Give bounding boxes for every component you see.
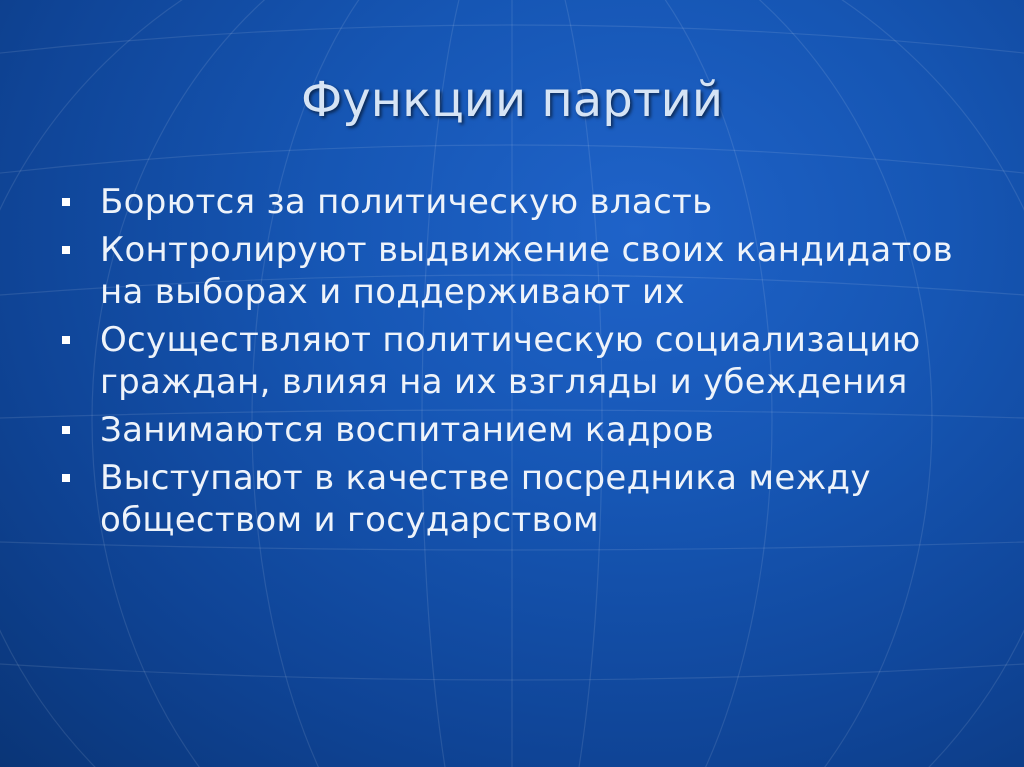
bullet-item — [60, 181, 980, 223]
white-square-bullet-icon — [62, 336, 70, 344]
bullet-text: Занимаются воспитанием кадров — [100, 410, 715, 450]
white-square-bullet-icon — [62, 246, 70, 254]
bullet-item — [60, 319, 980, 403]
bullet-list — [60, 181, 980, 547]
bullet-item — [60, 409, 980, 451]
bullet-item — [60, 229, 980, 313]
bullet-text: Выступают в качестве посредника между обществом и государством — [100, 458, 871, 540]
bullet-text: Контролируют выдвижение своих кандидатов на выборах и поддерживают их — [100, 230, 954, 312]
white-square-bullet-icon — [62, 474, 70, 482]
bullet-item — [60, 457, 980, 541]
white-square-bullet-icon — [62, 426, 70, 434]
bullet-text: Осуществляют политическую социализацию граждан, влияя на их взгляды и убеждения — [100, 320, 921, 402]
bullet-text: Борются за политическую власть — [100, 182, 713, 222]
slide-title: Функции партий — [300, 72, 724, 128]
white-square-bullet-icon — [62, 198, 70, 206]
